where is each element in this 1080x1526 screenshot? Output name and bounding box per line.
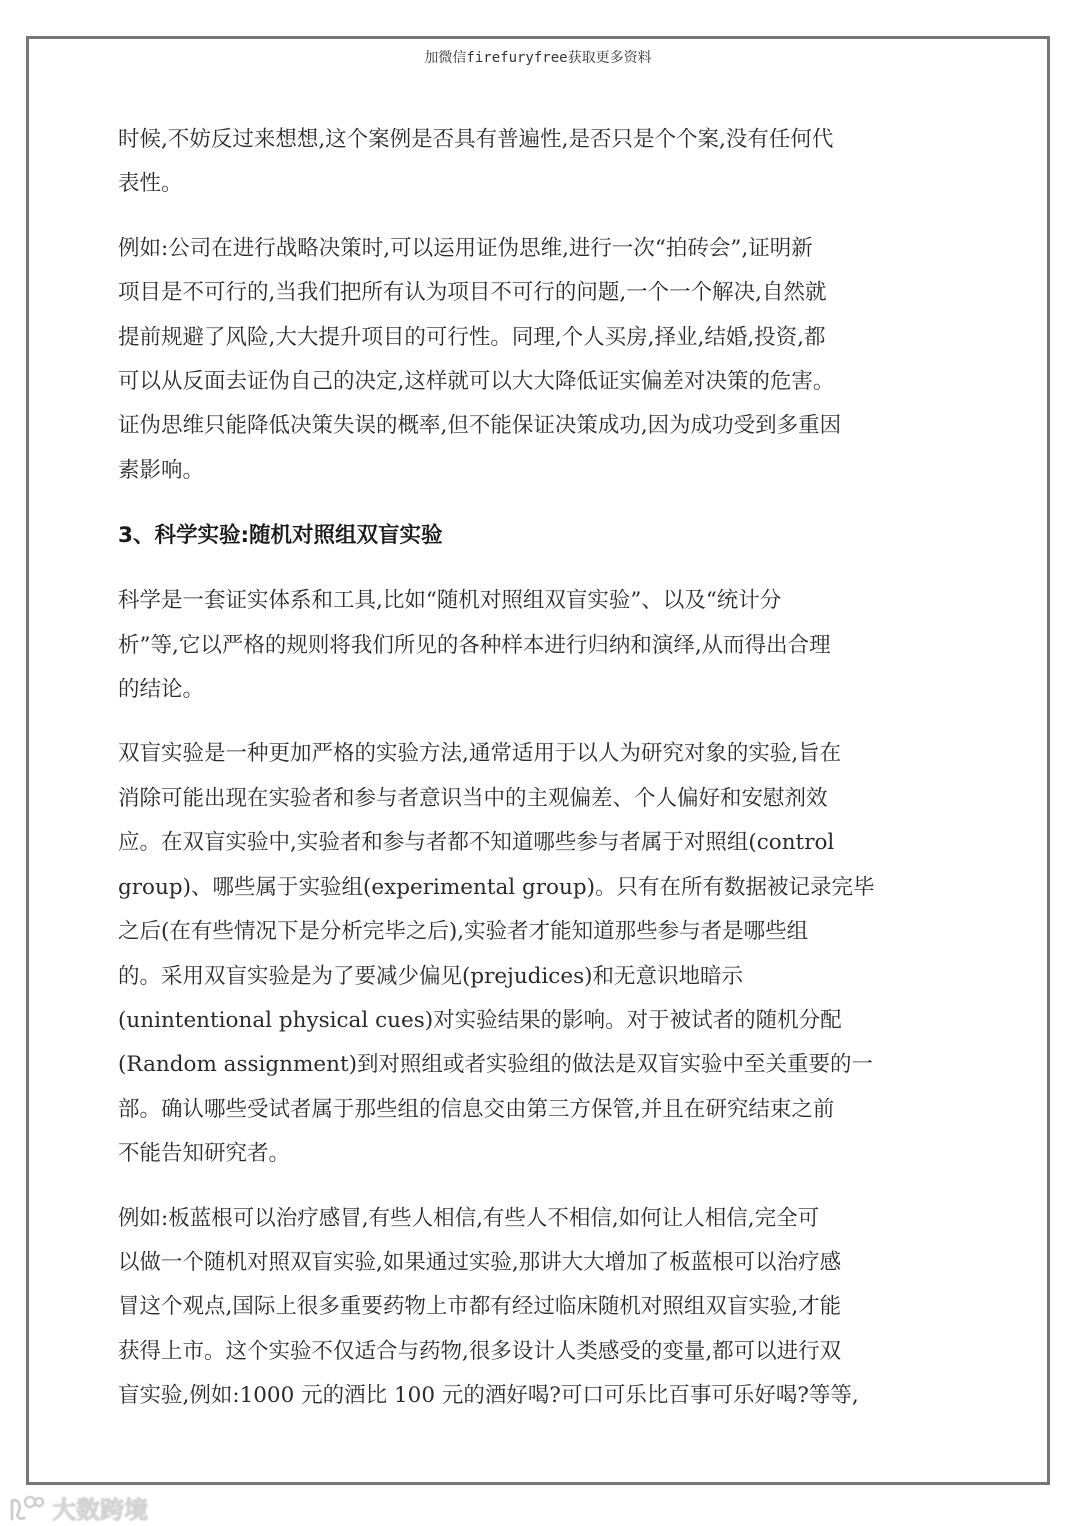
text-line: group)、哪些属于实验组(experimental group)。只有在所有数据被记录完毕: [118, 874, 875, 900]
text-line: 例如:板蓝根可以治疗感冒,有些人相信,有些人不相信,如何让人相信,完全可: [118, 1205, 820, 1231]
text-line: 盲实验,例如:1000 元的酒比 100 元的酒好喝?可口可乐比百事可乐好喝?等等,: [118, 1383, 859, 1409]
text-line: 提前规避了风险,大大提升项目的可行性。同理,个人买房,择业,结婚,投资,都: [118, 324, 826, 350]
text-line: 科学是一套证实体系和工具,比如“随机对照组双盲实验”、以及“统计分: [118, 588, 782, 614]
text-line: 时候,不妨反过来想想,这个案例是否具有普遍性,是否只是个个案,没有任何代: [118, 127, 834, 152]
text-line: 可以从反面去证伪自己的决定,这样就可以大大降低证实偏差对决策的危害。: [118, 369, 835, 395]
text-line: 素影响。: [118, 457, 205, 483]
text-line: 冒这个观点,国际上很多重要药物上市都有经过临床随机对照组双盲实验,才能: [118, 1294, 842, 1320]
section-heading: 3、科学实验:随机对照组双盲实验: [118, 523, 443, 549]
text-line: 析”等,它以严格的规则将我们所见的各种样本进行归纳和演绎,从而得出合理: [118, 632, 831, 658]
text-line: 的。采用双盲实验是为了要减少偏见(prejudices)和无意识地暗示: [118, 963, 743, 989]
text-line: 之后(在有些情况下是分析完毕之后),实验者才能知道那些参与者是哪些组: [118, 919, 809, 945]
paragraph-2: [118, 227, 978, 493]
text-line: (Random assignment)到对照组或者实验组的做法是双盲实验中至关重要的一: [118, 1052, 874, 1078]
document-page: [26, 36, 1050, 1485]
paragraph-5: [118, 1197, 978, 1419]
watermark-text: 大数跨境: [52, 1496, 148, 1524]
text-line: 表性。: [118, 171, 183, 197]
text-line: 以做一个随机对照双盲实验,如果通过实验,那讲大大增加了板蓝根可以治疗感: [118, 1249, 842, 1275]
text-line: 例如:公司在进行战略决策时,可以运用证伪思维,进行一次“拍砖会”,证明新: [118, 235, 813, 261]
paragraph-1: [118, 118, 978, 207]
text-line: 证伪思维只能降低决策失误的概率,但不能保证决策成功,因为成功受到多重因: [118, 413, 842, 439]
text-line: 的结论。: [118, 677, 205, 703]
text-line: 消除可能出现在实验者和参与者意识当中的主观偏差、个人偏好和安慰剂效: [118, 785, 828, 811]
document-content: [118, 118, 978, 1419]
text-line: 双盲实验是一种更加严格的实验方法,通常适用于以人为研究对象的实验,旨在: [118, 741, 842, 767]
text-line: 获得上市。这个实验不仅适合与药物,很多设计人类感受的变量,都可以进行双: [118, 1338, 842, 1364]
text-line: 应。在双盲实验中,实验者和参与者都不知道哪些参与者属于对照组(control: [118, 830, 835, 856]
paragraph-4: [118, 732, 978, 1176]
header-note: 加微信firefuryfree获取更多资料: [424, 50, 652, 66]
text-line: (unintentional physical cues)对实验结果的影响。对于被试者的随机分配: [118, 1007, 842, 1033]
text-line: 不能告知研究者。: [118, 1141, 291, 1167]
watermark: [8, 1490, 148, 1525]
paragraph-3: [118, 579, 978, 712]
text-line: 项目是不可行的,当我们把所有认为项目不可行的问题,一个一个解决,自然就: [118, 280, 827, 306]
brand-logo-icon: [8, 1493, 44, 1523]
text-line: 部。确认哪些受试者属于那些组的信息交由第三方保管,并且在研究结束之前: [118, 1096, 835, 1122]
